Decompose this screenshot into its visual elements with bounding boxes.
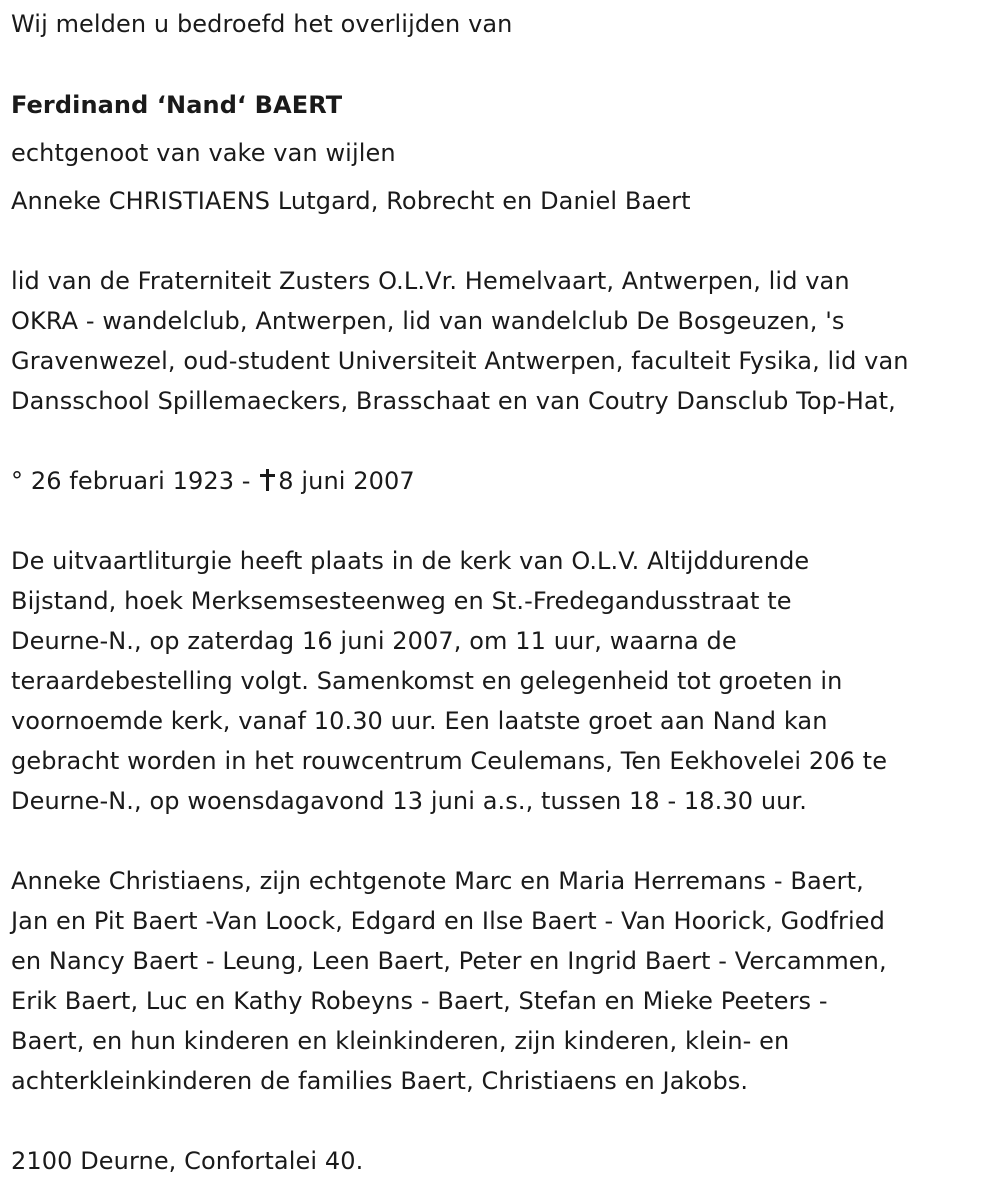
paragraph-line: Baert, en hun kinderen en kleinkinderen, zijn kinderen, klein- en: [11, 1027, 790, 1055]
paragraph-line: Gravenwezel, oud-student Universiteit Antwerpen, faculteit Fysika, lid van: [11, 347, 909, 375]
relation-line: echtgenoot van vake van wijlen: [11, 139, 396, 167]
paragraph-line: Anneke Christiaens, zijn echtgenote Marc en Maria Herremans - Baert,: [11, 867, 864, 895]
life-dates: [11, 461, 415, 501]
paragraph-line: Deurne-N., op zaterdag 16 juni 2007, om 11 uur, waarna de: [11, 627, 737, 655]
paragraph-line: teraardebestelling volgt. Samenkomst en gelegenheid tot groeten in: [11, 667, 843, 695]
paragraph-line: Dansschool Spillemaeckers, Brasschaat en van Coutry Dansclub Top-Hat,: [11, 387, 896, 415]
paragraph-line: Deurne-N., op woensdagavond 13 juni a.s., tussen 18 - 18.30 uur.: [11, 787, 807, 815]
paragraph-line: Jan en Pit Baert -Van Loock, Edgard en Ilse Baert - Van Hoorick, Godfried: [11, 907, 885, 935]
paragraph-line: gebracht worden in het rouwcentrum Ceulemans, Ten Eekhovelei 206 te: [11, 747, 888, 775]
paragraph-line: en Nancy Baert - Leung, Leen Baert, Peter en Ingrid Baert - Vercammen,: [11, 947, 887, 975]
paragraph-line: voornoemde kerk, vanaf 10.30 uur. Een laatste groet aan Nand kan: [11, 707, 828, 735]
paragraph-line: OKRA - wandelclub, Antwerpen, lid van wandelclub De Bosgeuzen, 's: [11, 307, 845, 335]
cross-icon: [260, 469, 274, 491]
paragraph-line: achterkleinkinderen de families Baert, Christiaens en Jakobs.: [11, 1067, 749, 1095]
paragraph-line: Bijstand, hoek Merksemsesteenweg en St.-Fredegandusstraat te: [11, 587, 792, 615]
address: 2100 Deurne, Confortalei 40.: [11, 1147, 364, 1175]
paragraph-line: De uitvaartliturgie heeft plaats in de kerk van O.L.V. Altijddurende: [11, 547, 810, 575]
paragraph-line: lid van de Fraterniteit Zusters O.L.Vr. Hemelvaart, Antwerpen, lid van: [11, 267, 850, 295]
intro-text: Wij melden u bedroefd het overlijden van: [11, 10, 513, 38]
relation-line: Anneke CHRISTIAENS Lutgard, Robrecht en Daniel Baert: [11, 187, 691, 215]
birth-date: ° 26 februari 1923 -: [11, 467, 251, 495]
death-date: 8 juni 2007: [278, 467, 415, 495]
deceased-name: Ferdinand ‘Nand‘ BAERT: [11, 91, 343, 119]
paragraph-line: Erik Baert, Luc en Kathy Robeyns - Baert, Stefan en Mieke Peeters -: [11, 987, 828, 1015]
